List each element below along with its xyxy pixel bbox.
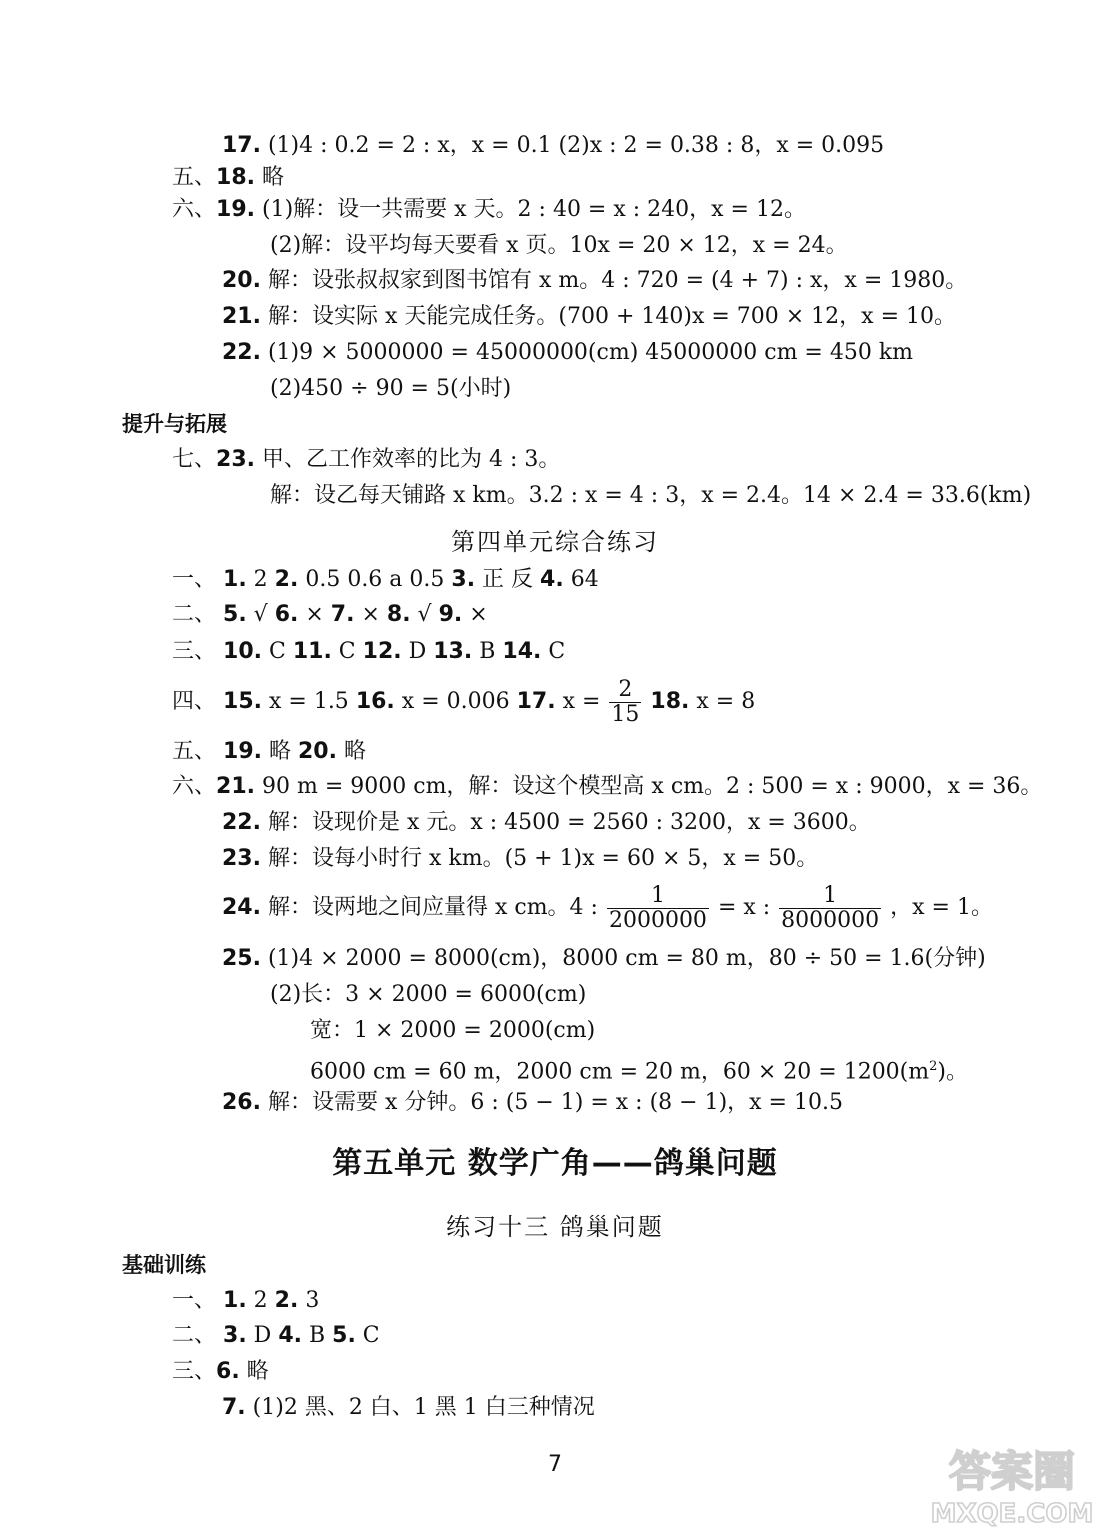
- fraction-1-8000000: $\frac{1}{8000000}$: [781, 882, 880, 933]
- unit4-row-5: 五、 19. 略 20. 略: [172, 739, 366, 764]
- unit4-answer-24: 24. 解：设两地之间应量得 x cm。4 : $\frac{1}{2000000}$ = x : $\frac{1}{8000000}$ ，x = 1。: [222, 882, 993, 933]
- unit4-answer-25-area: 6000 cm = 60 m，2000 cm = 20 m，$60 \times 20 = 1200(m^2)$。: [310, 1059, 969, 1085]
- unit5-row-1: 一、 1. 2 2. 3: [172, 1288, 320, 1313]
- unit5-title: 第五单元 数学广角——鸽巢问题: [332, 1146, 778, 1181]
- exercise13-title: 练习十三 鸽巢问题: [446, 1213, 664, 1241]
- unit4-answer-21: 六、21. 90 m = 9000 cm，解：设这个模型高 x cm。2 : 500 = x : 9000，x = 36。: [172, 774, 1043, 799]
- answer-22-part2: (2)450 ÷ 90 = 5(小时): [270, 376, 512, 401]
- answer-18: 五、18. 略: [172, 165, 284, 190]
- unit5-row-2: 二、 3. D 4. B 5. C: [172, 1323, 380, 1348]
- watermark-text-cn: 答案圈: [948, 1447, 1076, 1496]
- answer-23-part2: 解：设乙每天铺路 x km。3.2 : x = 4 : 3，x = 2.4。14 × 2.4 = 33.6(km): [270, 483, 1032, 508]
- watermark-logo: [922, 1436, 1102, 1531]
- unit4-answer-25: 25. (1)4 × 2000 = 8000(cm)，8000 cm = 80 m，80 ÷ 50 = 1.6(分钟): [222, 946, 986, 971]
- answer-17: 17. (1)4 : 0.2 = 2 : x，x = 0.1 (2)x : 2 = 0.38 : 8，x = 0.095: [222, 133, 885, 158]
- answer-21: 21. 解：设实际 x 天能完成任务。(700 + 140)x = 700 × 12，x = 10。: [222, 304, 956, 329]
- answer-19-part2: (2)解：设平均每天要看 x 页。10x = 20 × 12，x = 24。: [270, 233, 848, 258]
- answer-20: 20. 解：设张叔叔家到图书馆有 x m。4 : 720 = (4 + 7) : x，x = 1980。: [222, 268, 968, 293]
- unit5-answer-7: 7. (1)2 黑、2 白、1 黑 1 白三种情况: [222, 1395, 595, 1420]
- unit4-row-3: 三、 10. C 11. C 12. D 13. B 14. C: [172, 639, 566, 664]
- unit4-title: 第四单元综合练习: [451, 528, 659, 556]
- section-heading-tisheng: 提升与拓展: [122, 412, 227, 436]
- watermark-icon: [922, 1436, 1102, 1531]
- answer-22: 22. (1)9 × 5000000 = 45000000(cm) 45000000 cm = 450 km: [222, 340, 914, 365]
- fraction-2-15: $\frac{2}{15}$: [611, 676, 640, 727]
- unit4-answer-23: 23. 解：设每小时行 x km。(5 + 1)x = 60 × 5，x = 50。: [222, 846, 819, 871]
- unit4-answer-26: 26. 解：设需要 x 分钟。6 : (5 − 1) = x : (8 − 1)，x = 10.5: [222, 1090, 843, 1115]
- unit4-answer-25-part2: (2)长：3 × 2000 = 6000(cm): [270, 982, 587, 1007]
- unit4-answer-22: 22. 解：设现价是 x 元。x : 4500 = 2560 : 3200，x = 3600。: [222, 810, 871, 835]
- answer-23: 七、23. 甲、乙工作效率的比为 4 : 3。: [172, 447, 561, 472]
- unit5-row-3: 三、6. 略: [172, 1359, 269, 1384]
- unit4-row-1: 一、 1. 2 2. 0.5 0.6 a 0.5 3. 正 反 4. 64: [172, 567, 599, 592]
- unit4-row-2: 二、 5. √ 6. × 7. × 8. √ 9. ×: [172, 602, 488, 627]
- watermark-text-url: MXQE.COM: [930, 1499, 1094, 1529]
- answer-19: 六、19. (1)解：设一共需要 x 天。2 : 40 = x : 240，x = 12。: [172, 197, 806, 222]
- unit4-answer-25-width: 宽：1 × 2000 = 2000(cm): [310, 1018, 596, 1043]
- unit4-row-4: 四、 15. x = 1.5 16. x = 0.006 17. x = $\frac{2}{15}$ 18. x = 8: [172, 676, 756, 727]
- section-heading-jichu: 基础训练: [122, 1253, 206, 1277]
- page-number: 7: [548, 1452, 562, 1477]
- fraction-1-2000000: $\frac{1}{2000000}$: [608, 882, 707, 933]
